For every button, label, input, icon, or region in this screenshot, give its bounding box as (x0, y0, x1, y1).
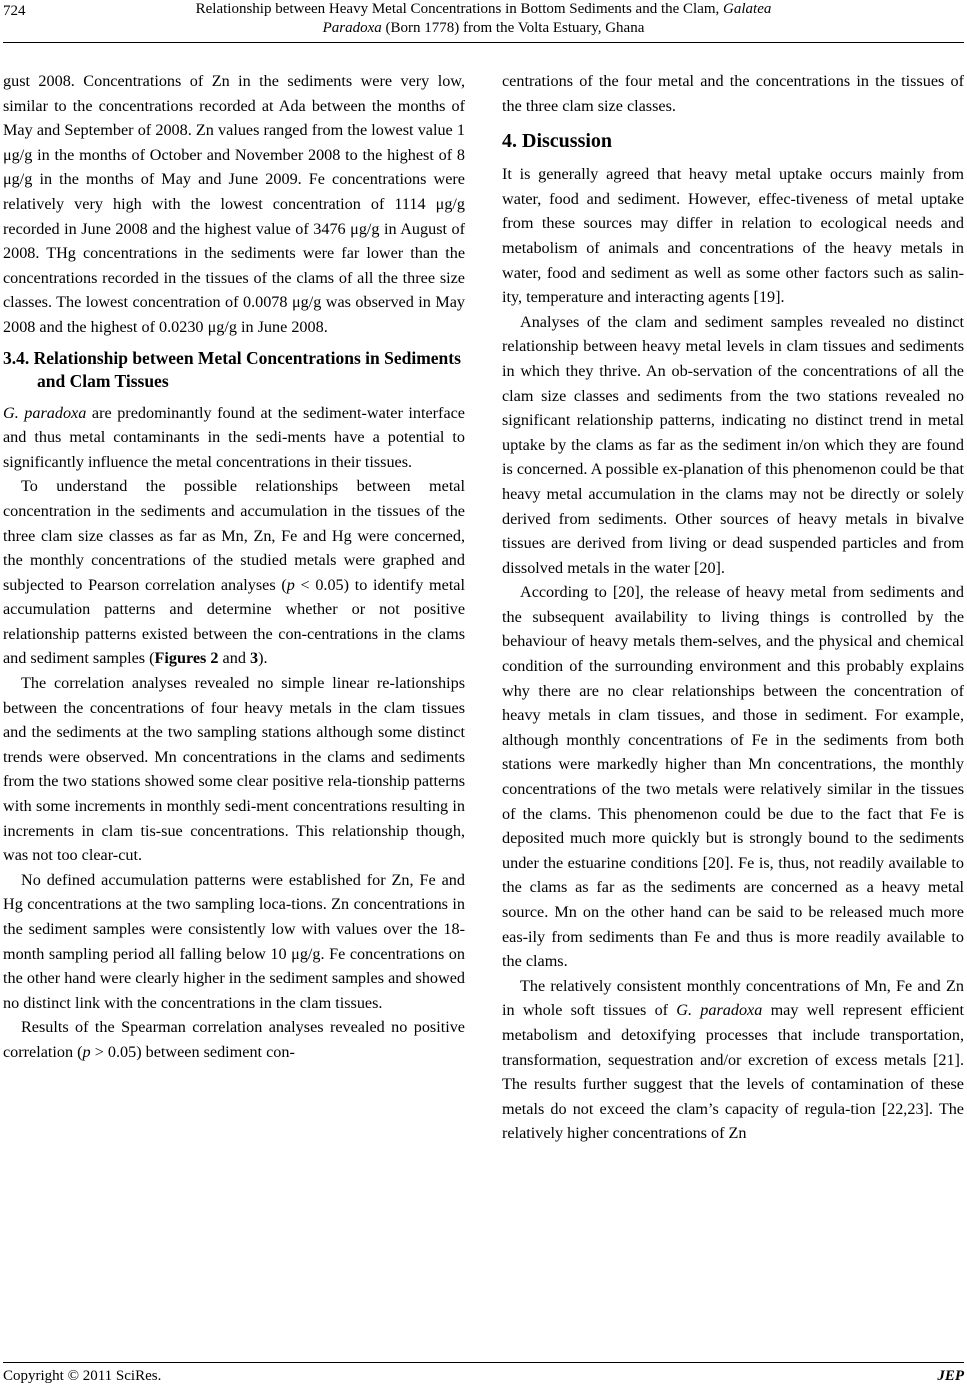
figure-reference-3: 3 (249, 649, 259, 668)
right-paragraph-2: It is generally agreed that heavy metal uptake occurs mainly from water, food and sediment. However, effec-tiveness of metal uptake from these sources may differ in relation to ecological needs and metabolism of animals and concentrations of the heavy metals in water, food and sediment as well as some other factors such as salin-ity, temperature and interacting agents [19]. (502, 165, 964, 307)
figure-reference: Figures 2 (154, 649, 219, 668)
species-name: G. paradoxa (676, 1001, 763, 1020)
section-heading-discussion: 4. Discussion (502, 130, 613, 153)
left-paragraph-3-end: ). (258, 649, 268, 668)
running-title (60, 0, 907, 38)
left-paragraph-3-text-b: < 0.05) to identify metal accumulation patterns and determine whether or not positive relationship patterns existed between the con-centrations in the clams and sediment samples ( (3, 575, 465, 668)
right-paragraph-3: Analyses of the clam and sediment samples revealed no distinct relationship between heavy metal levels in clam tissues and sediments in which they thrive. An ob-servation of the concentrations of all the clam size classes and sediments from the two stations revealed no significant relationship patterns, indicating no distinct trend in metal uptake by the clams as far as the sediment in/on which they are found is concerned. A possible ex-planation of this phenomenon could be that heavy metal accumulation in the clams may not be directly or solely derived from sediments. Other sources of heavy metals in bivalve tissues are derived from living or dead suspended particles and from dissolved metals in the water [20]. (502, 312, 964, 577)
running-title-genus: Galatea (723, 1, 772, 17)
page-header (0, 0, 967, 44)
page-footer (3, 1362, 964, 1386)
left-paragraph-5: No defined accumulation patterns were established for Zn, Fe and Hg concentrations at the two sampling loca-tions. Zn concentrations in the sediment samples were consistently low with values over the 18-month sampling period all falling below 10 μg/g. Fe concentrations on the other hand were clearly higher in the sediment samples and showed no distinct link with the concentrations in the clam tissues. (3, 870, 465, 1012)
copyright-notice: Copyright © 2011 SciRes. (3, 1368, 162, 1384)
left-paragraph-3-text-a: To understand the possible relationships between metal concentration in the sediments and accumulation in the tissues of the three clam size classes as far as Mn, Zn, Fe and Hg were concerned, the monthly concentrations of the studied metals were graphed and subjected to Pearson correlation analyses ( (3, 477, 465, 594)
footer-rule (3, 1362, 964, 1363)
right-paragraph-5 (502, 974, 964, 1146)
journal-abbreviation: JEP (937, 1368, 964, 1384)
left-column (3, 69, 465, 1065)
right-paragraph-5-text-a: The relatively consistent monthly concentrations of Mn, Fe and Zn in whole soft tissues of (502, 976, 964, 1020)
running-title-line2: (Born 1778) from the Volta Estuary, Ghana (381, 20, 645, 36)
left-paragraph-6-text-b: > 0.05) between sediment con- (90, 1042, 295, 1061)
running-title-line1: Relationship between Heavy Metal Concentrations in Bottom Sediments and the Clam, (195, 1, 724, 17)
right-paragraph-5-text-b: may well represent efficient metabolism and detoxifying processes that include transportation, transformation, sequestration and/or excretion of excess metals [21]. The results further suggest that the levels of contamination of these metals do not exceed the clam’s capacity of regula-tion [22,23]. The relatively higher concentrations of Zn (502, 1001, 964, 1143)
species-name: G. paradoxa (3, 403, 87, 422)
right-paragraph-4: According to [20], the release of heavy metal from sediments and the subsequent availability to living things is controlled by the behaviour of heavy metals them-selves, and the physical and chemical condition of the surrounding environment and this probably explains why there are no clear relationships between the concentration of heavy metals in clam tissues, and those in sediment. For example, although monthly concentrations of Fe in the sediments from both stations were markedly higher than Mn concentrations, the monthly concentrations of the two metals were relatively similar in the tissues of the clams. This phenomenon could be due to the fact that Fe is deposited much more quickly but is strongly bound to the sediments under the estuarine conditions [20]. Fe is, thus, not readily available to the clams as far as the sediments are concerned as a heavy metal source. Mn on the other hand can be said to be released much more eas-ily from sediments than Fe and thus is more readily available to the clams. (502, 583, 964, 971)
section-heading-3-4: 3.4. Relationship between Metal Concentrations in Sediments and Clam Tissues (3, 347, 461, 391)
left-paragraph-1: gust 2008. Concentrations of Zn in the sediments were very low, similar to the concentrations recorded at Ada between the months of May and September of 2008. Zn values ranged from the lowest value 1 μg/g in the months of October and November 2008 to the highest of 8 μg/g in the months of May and June 2009. Fe concentrations were relatively very high with the lowest concentration of 1114 μg/g recorded in June 2008 and the highest value of 3476 μg/g in August of 2008. THg concentrations in the sediments were far lower than the concentrations recorded in the tissues of the clams of all the three size classes. The lowest concentration of 0.0078 μg/g was observed in May 2008 and the highest of 0.0230 μg/g in June 2008. (3, 72, 465, 336)
left-paragraph-2 (3, 401, 465, 475)
running-title-species: Paradoxa (322, 20, 382, 36)
left-paragraph-6-text-a: Results of the Spearman correlation analyses revealed no positive correlation ( (3, 1018, 465, 1061)
right-column (502, 69, 964, 1146)
left-paragraph-3-and: and (218, 649, 250, 668)
page-number: 724 (3, 3, 26, 19)
left-paragraph-6 (3, 1015, 465, 1064)
left-paragraph-2-text: are predominantly found at the sediment-water interface and thus metal contaminants in the sedi-ments have a potential to significantly influence the metal concentrations in their tissues. (3, 403, 465, 471)
left-paragraph-4: The correlation analyses revealed no simple linear re-lationships between the concentrations of four heavy metals in the clam tissues and the sediments at the two sampling stations although some distinct trends were observed. Mn concentrations in the clams and sediments from the two stations showed some clear positive rela-tionship patterns with some increments in monthly sedi-ment concentrations resulting in increments in clam tis-sue concentrations. This relationship though, was not too clear-cut. (3, 674, 465, 865)
header-rule (3, 42, 964, 43)
right-paragraph-1: centrations of the four metal and the concentrations in the tissues of the three clam size classes. (502, 72, 964, 115)
p-value-symbol: p (82, 1042, 91, 1061)
left-paragraph-3 (3, 474, 465, 671)
p-value-symbol: p (286, 575, 295, 594)
